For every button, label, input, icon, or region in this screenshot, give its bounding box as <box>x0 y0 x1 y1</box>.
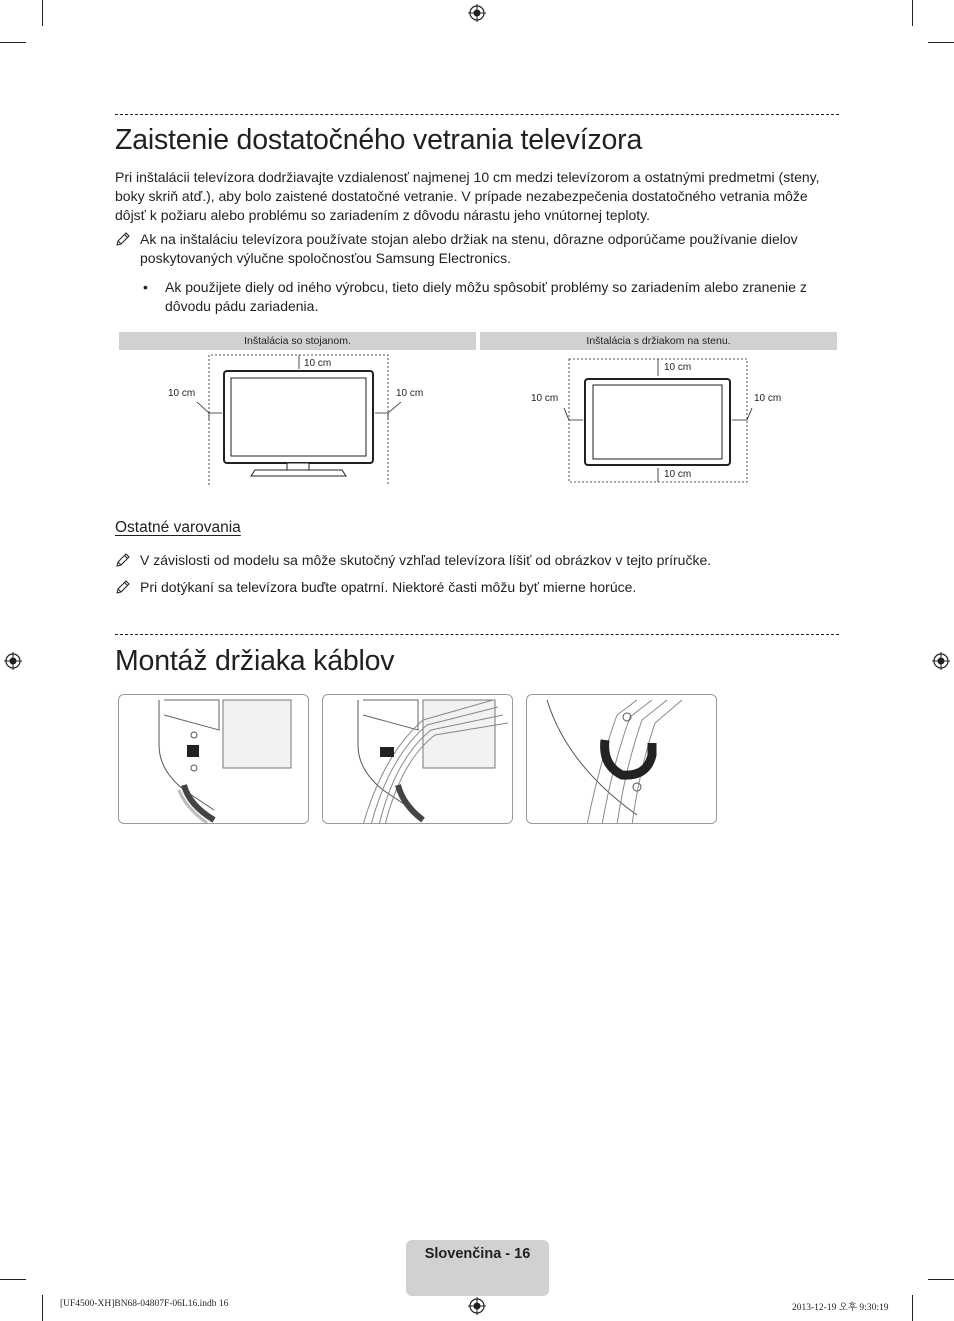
pencil-note-icon <box>115 231 131 247</box>
pencil-note-icon <box>115 579 131 595</box>
section-title-ventilation: Zaistenie dostatočného vetrania televízora <box>115 124 643 156</box>
registration-mark-icon <box>468 4 486 22</box>
pencil-note-icon <box>115 552 131 568</box>
note-samsung-parts <box>115 230 840 268</box>
clearance-label-left: 10 cm <box>168 388 196 399</box>
wall-installation-diagram <box>480 350 837 485</box>
crop-mark <box>0 42 26 43</box>
clearance-label-top: 10 cm <box>664 362 692 373</box>
print-file-info: [UF4500-XH]BN68-04807F-06L16.indb 16 <box>60 1299 229 1309</box>
registration-mark-icon <box>932 652 950 670</box>
bullet-other-parts <box>143 278 833 316</box>
figure-header-stand: Inštalácia so stojanom. <box>119 332 476 350</box>
clearance-label-right: 10 cm <box>396 388 424 399</box>
cable-clip-detail-icon <box>527 695 717 824</box>
cable-holder-step-3-illustration <box>526 694 717 824</box>
crop-mark <box>42 0 43 26</box>
registration-mark-icon <box>468 1297 486 1315</box>
crop-mark <box>928 42 954 43</box>
crop-mark <box>912 0 913 26</box>
other-warnings-heading: Ostatné varovania <box>115 519 241 536</box>
note-appearance <box>115 551 840 570</box>
crop-mark <box>912 1295 913 1321</box>
clearance-label-top: 10 cm <box>304 358 332 369</box>
cable-bundle-icon <box>323 695 513 824</box>
crop-mark <box>0 1279 26 1280</box>
note-text: Pri dotýkaní sa televízora buďte opatrní. Niektoré časti môžu byť mierne horúce. <box>140 579 637 595</box>
page-number-label: Slovenčina - 16 <box>424 1246 531 1262</box>
section-divider <box>115 114 839 115</box>
crop-mark <box>928 1279 954 1280</box>
bullet-text: Ak použijete diely od iného výrobcu, tieto diely môžu spôsobiť problémy so zariadením alebo zranenie z dôvodu pádu zariadenia. <box>165 279 807 314</box>
cable-holder-step-2-illustration <box>322 694 513 824</box>
registration-mark-icon <box>4 652 22 670</box>
tv-back-icon <box>119 695 309 824</box>
cable-holder-step-1-illustration <box>118 694 309 824</box>
note-hot-parts <box>115 578 840 597</box>
section-title-cable-holder: Montáž držiaka káblov <box>115 645 395 677</box>
page-number-tab <box>406 1240 549 1296</box>
clearance-label-right: 10 cm <box>754 393 782 404</box>
figure-header-wall: Inštalácia s držiakom na stenu. <box>480 332 837 350</box>
note-text: V závislosti od modelu sa môže skutočný vzhľad televízora líšiť od obrázkov v tejto príručke. <box>140 552 712 568</box>
stand-installation-diagram <box>119 350 476 485</box>
ventilation-paragraph: Pri inštalácii televízora dodržiavajte vzdialenosť najmenej 10 cm medzi televízorom a ostatnými predmetmi (steny, boky skriň atď.), aby bolo zaistené dostatočné vetranie. V prípade nezabezpečenia dostatočného vetrania môže dôjsť k požiaru alebo problému so zariadením z dôvodu nárastu jeho vnútornej teploty. <box>115 169 820 223</box>
print-timestamp: 2013-12-19 오후 9:30:19 <box>792 1303 889 1313</box>
clearance-label-left: 10 cm <box>531 393 559 404</box>
section-divider <box>115 634 839 635</box>
clearance-label-bottom: 10 cm <box>664 469 692 480</box>
crop-mark <box>42 1295 43 1321</box>
note-text: Ak na inštaláciu televízora používate stojan alebo držiak na stenu, dôrazne odporúčame používanie dielov poskytovaných výlučne spoločnosťou Samsung Electronics. <box>140 231 798 266</box>
bullet-dot: • <box>143 279 148 295</box>
